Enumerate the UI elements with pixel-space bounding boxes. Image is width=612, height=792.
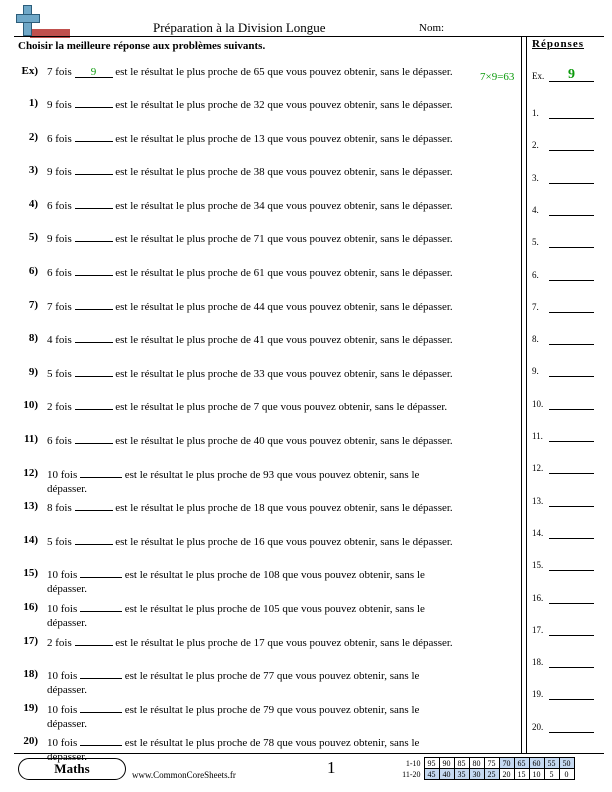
question-post: est le résultat le plus proche de 41 que vous pouvez obtenir, sans le dépasser.	[115, 334, 453, 347]
question-post: est le résultat le plus proche de 105 que vous pouvez obtenir, sans le dépasser.	[47, 603, 425, 629]
answer-example-label: Ex.	[532, 71, 545, 81]
question-pre: 5 fois	[47, 535, 72, 548]
question-row	[14, 164, 514, 196]
answer-label: 15.	[532, 560, 544, 571]
score-cell: 35	[454, 769, 469, 780]
answer-label: 8.	[532, 334, 539, 345]
question-pre: 10 fois	[47, 670, 78, 683]
answer-line[interactable]	[549, 428, 594, 442]
answer-row	[532, 267, 594, 281]
score-cell: 15	[514, 769, 529, 780]
footer-divider	[14, 753, 604, 754]
question-blank[interactable]	[80, 601, 122, 612]
question-pre: 10 fois	[47, 603, 78, 615]
answer-line[interactable]	[549, 105, 594, 119]
answer-row	[532, 105, 594, 119]
answer-line[interactable]	[549, 654, 594, 668]
question-blank[interactable]	[75, 433, 113, 444]
question-post: est le résultat le plus proche de 40 que vous pouvez obtenir, sans le dépasser.	[115, 435, 453, 447]
question-post: est le résultat le plus proche de 7 que vous pouvez obtenir, sans le dépasser.	[115, 401, 448, 414]
question-pre: 8 fois	[47, 502, 72, 515]
answer-line[interactable]	[549, 267, 594, 281]
example-answer-blank: 9	[75, 67, 113, 78]
question-pre: 9 fois	[47, 99, 72, 111]
answer-line[interactable]	[549, 557, 594, 571]
answer-row	[532, 525, 594, 539]
question-blank[interactable]	[75, 534, 113, 545]
score-cell: 45	[424, 769, 439, 780]
question-row	[14, 500, 514, 532]
answer-label: 7.	[532, 301, 539, 312]
answer-row	[532, 363, 594, 377]
example-pre: 7 fois	[47, 66, 72, 78]
question-number: 4)	[28, 197, 38, 210]
question-blank[interactable]	[75, 231, 113, 242]
question-number: 2)	[28, 130, 38, 143]
question-text	[47, 97, 457, 112]
answer-row	[532, 396, 594, 410]
answer-line[interactable]	[549, 331, 594, 345]
question-number: 5)	[28, 231, 38, 244]
question-blank[interactable]	[75, 164, 113, 175]
example-hint: 7×9=63	[480, 71, 515, 83]
score-cell: 50	[559, 758, 574, 769]
answer-label: 13.	[532, 495, 544, 506]
question-blank[interactable]	[75, 299, 113, 310]
question-blank[interactable]	[80, 668, 122, 679]
answer-line[interactable]	[549, 202, 594, 216]
answer-row	[532, 590, 594, 604]
question-number: 6)	[28, 265, 38, 277]
question-row	[14, 534, 514, 566]
question-row	[14, 131, 514, 163]
question-row	[14, 399, 514, 431]
question-pre: 10 fois	[47, 703, 78, 716]
answer-column-divider	[521, 36, 527, 753]
question-number: 14)	[23, 533, 38, 546]
score-cell: 90	[439, 758, 454, 769]
question-number: 13)	[23, 500, 38, 513]
question-pre: 9 fois	[47, 166, 72, 179]
question-post: est le résultat le plus proche de 18 que vous pouvez obtenir, sans le dépasser.	[115, 502, 453, 515]
question-row	[14, 567, 514, 599]
question-row	[14, 265, 514, 297]
score-cell: 60	[529, 758, 544, 769]
score-cell: 10	[529, 769, 544, 780]
question-row	[14, 668, 514, 700]
instructions: Choisir la meilleure réponse aux problèmes suivants.	[18, 40, 266, 52]
question-blank[interactable]	[75, 131, 113, 142]
question-row	[14, 467, 514, 499]
answer-label: 6.	[532, 269, 539, 280]
question-text	[47, 198, 457, 213]
answer-line[interactable]	[549, 234, 594, 248]
question-post: est le résultat le plus proche de 32 que vous pouvez obtenir, sans le dépasser.	[115, 99, 453, 111]
question-post: est le résultat le plus proche de 78 que vous pouvez obtenir, sans le dépasser.	[47, 737, 420, 764]
answer-row	[532, 622, 594, 636]
answer-row	[532, 331, 594, 345]
question-number: 10)	[23, 399, 38, 412]
answer-line[interactable]	[549, 299, 594, 313]
question-post: est le résultat le plus proche de 16 que vous pouvez obtenir, sans le dépasser.	[115, 535, 453, 548]
question-text	[47, 467, 457, 496]
score-cell: 40	[439, 769, 454, 780]
question-blank[interactable]	[80, 735, 122, 746]
header-divider	[14, 36, 604, 37]
question-blank[interactable]	[75, 399, 113, 410]
question-text	[47, 702, 457, 731]
question-number: 1)	[28, 97, 38, 109]
question-pre: 2 fois	[47, 401, 72, 414]
answer-line[interactable]	[549, 719, 594, 733]
answers-title: Réponses	[532, 38, 585, 50]
question-text	[47, 668, 457, 697]
question-row	[14, 198, 514, 230]
example-post: est le résultat le plus proche de 65 que vous pouvez obtenir, sans le dépasser.	[115, 66, 453, 78]
question-blank[interactable]	[75, 265, 113, 276]
score-cell: 75	[484, 758, 499, 769]
question-post: est le résultat le plus proche de 79 que vous pouvez obtenir, sans le dépasser.	[47, 703, 420, 730]
question-blank[interactable]	[75, 500, 113, 511]
question-pre: 2 fois	[47, 636, 72, 649]
answer-line[interactable]	[549, 396, 594, 410]
answer-row	[532, 428, 594, 442]
score-cell: 30	[469, 769, 484, 780]
question-blank[interactable]	[75, 97, 113, 108]
question-text	[47, 231, 457, 246]
score-cell: 95	[424, 758, 439, 769]
question-number: 20)	[23, 735, 38, 748]
question-text	[47, 567, 457, 596]
question-row	[14, 433, 514, 465]
answer-label: 2.	[532, 140, 539, 151]
question-row	[14, 366, 514, 398]
answer-row	[532, 234, 594, 248]
question-post: est le résultat le plus proche de 93 que vous pouvez obtenir, sans le dépasser.	[47, 468, 420, 495]
question-blank[interactable]	[75, 635, 113, 646]
question-post: est le résultat le plus proche de 38 que vous pouvez obtenir, sans le dépasser.	[115, 166, 453, 179]
score-cell: 0	[559, 769, 574, 780]
score-cell: 85	[454, 758, 469, 769]
score-cell: 80	[469, 758, 484, 769]
question-pre: 6 fois	[47, 199, 72, 212]
question-text	[47, 399, 457, 414]
example-text	[47, 65, 457, 79]
score-cell: 5	[544, 769, 559, 780]
question-post: est le résultat le plus proche de 77 que vous pouvez obtenir, sans le dépasser.	[47, 670, 420, 697]
logo-plus-horizontal	[16, 14, 40, 23]
answer-label: 5.	[532, 237, 539, 248]
answer-line[interactable]	[549, 622, 594, 636]
question-blank[interactable]	[80, 467, 122, 478]
question-post: est le résultat le plus proche de 71 que vous pouvez obtenir, sans le dépasser.	[115, 233, 453, 246]
question-pre: 4 fois	[47, 334, 72, 347]
question-number: 3)	[28, 164, 38, 177]
answer-line[interactable]	[549, 525, 594, 539]
question-text	[47, 332, 457, 347]
question-text	[47, 366, 457, 381]
answer-label: 9.	[532, 366, 539, 377]
question-text	[47, 534, 457, 549]
score-cell: 70	[499, 758, 514, 769]
answer-label: 18.	[532, 657, 544, 668]
answer-label: 4.	[532, 204, 539, 215]
question-number: 19)	[23, 701, 38, 714]
question-row	[14, 332, 514, 364]
score-row-label: 11-20	[402, 769, 421, 779]
answer-label: 14.	[532, 527, 544, 538]
question-row	[14, 299, 514, 331]
answer-row	[532, 299, 594, 313]
question-pre: 6 fois	[47, 132, 72, 145]
answer-label: 1.	[532, 108, 539, 118]
question-blank[interactable]	[75, 332, 113, 343]
question-pre: 6 fois	[47, 267, 72, 279]
question-blank[interactable]	[80, 702, 122, 713]
answer-line[interactable]	[549, 137, 594, 151]
answer-label: 20.	[532, 721, 544, 732]
question-row	[14, 702, 514, 734]
question-number: 15)	[23, 567, 38, 580]
question-row	[14, 231, 514, 263]
answer-example	[532, 68, 594, 82]
answer-line[interactable]	[549, 493, 594, 507]
score-row	[394, 769, 574, 780]
score-row	[394, 758, 574, 769]
question-number: 8)	[28, 332, 38, 345]
question-number: 16)	[23, 601, 38, 613]
question-pre: 7 fois	[47, 300, 72, 313]
answer-label: 16.	[532, 592, 544, 603]
question-text	[47, 500, 457, 515]
answer-label: 12.	[532, 463, 544, 474]
score-row-label: 1-10	[405, 758, 421, 768]
question-pre: 10 fois	[47, 569, 78, 582]
question-post: est le résultat le plus proche de 17 que vous pouvez obtenir, sans le dépasser.	[115, 636, 453, 649]
question-pre: 10 fois	[47, 737, 78, 750]
page-title: Préparation à la Division Longue	[153, 20, 326, 35]
answer-label: 10.	[532, 398, 544, 409]
answer-label: 17.	[532, 624, 544, 635]
question-blank[interactable]	[75, 366, 113, 377]
answer-line[interactable]	[549, 170, 594, 184]
name-label: Nom:	[419, 22, 445, 34]
site-url: www.CommonCoreSheets.fr	[132, 770, 236, 780]
answer-row	[532, 686, 594, 700]
answer-line[interactable]	[549, 460, 594, 474]
question-pre: 9 fois	[47, 233, 72, 246]
question-pre: 10 fois	[47, 468, 78, 481]
question-pre: 5 fois	[47, 367, 72, 380]
answer-row	[532, 493, 594, 507]
question-post: est le résultat le plus proche de 44 que vous pouvez obtenir, sans le dépasser.	[115, 300, 453, 313]
score-cell: 25	[484, 769, 499, 780]
question-number: 17)	[23, 634, 38, 647]
question-row	[14, 635, 514, 667]
question-text	[47, 635, 457, 650]
score-cell: 20	[499, 769, 514, 780]
question-text	[47, 433, 457, 448]
answer-example-value: 9	[549, 68, 594, 82]
answer-row	[532, 170, 594, 184]
question-number: 9)	[28, 365, 38, 378]
question-post: est le résultat le plus proche de 108 que vous pouvez obtenir, sans le dépasser.	[47, 569, 425, 596]
question-post: est le résultat le plus proche de 34 que vous pouvez obtenir, sans le dépasser.	[115, 199, 453, 212]
question-text	[47, 601, 457, 630]
question-number: 11)	[23, 433, 38, 445]
answer-line[interactable]	[549, 363, 594, 377]
page-number: 1	[327, 758, 336, 777]
logo	[16, 5, 56, 37]
question-text	[47, 299, 457, 314]
question-row	[14, 97, 514, 129]
question-text	[47, 164, 457, 179]
answer-label: 19.	[532, 689, 544, 700]
answer-row	[532, 202, 594, 216]
score-cell: 55	[544, 758, 559, 769]
answer-label: 3.	[532, 172, 539, 183]
answer-line[interactable]	[549, 590, 594, 604]
answer-row	[532, 557, 594, 571]
subject-label: Maths	[18, 758, 126, 780]
question-number: 12)	[23, 466, 38, 479]
score-table	[394, 757, 575, 780]
question-text	[47, 131, 457, 146]
answer-label: 11.	[532, 431, 543, 441]
answer-row	[532, 460, 594, 474]
example-number: Ex)	[21, 65, 38, 77]
question-number: 7)	[28, 298, 38, 311]
question-number: 18)	[23, 668, 38, 681]
question-post: est le résultat le plus proche de 33 que vous pouvez obtenir, sans le dépasser.	[115, 367, 453, 380]
question-row	[14, 601, 514, 633]
answer-line[interactable]	[549, 686, 594, 700]
question-blank[interactable]	[75, 198, 113, 209]
question-text	[47, 265, 457, 280]
answer-row	[532, 137, 594, 151]
question-post: est le résultat le plus proche de 61 que vous pouvez obtenir, sans le dépasser.	[115, 267, 453, 279]
score-cell: 65	[514, 758, 529, 769]
answer-row	[532, 719, 594, 733]
question-blank[interactable]	[80, 567, 122, 578]
example-row	[14, 65, 514, 97]
question-pre: 6 fois	[47, 435, 72, 447]
question-post: est le résultat le plus proche de 13 que vous pouvez obtenir, sans le dépasser.	[115, 132, 453, 145]
answer-row	[532, 654, 594, 668]
